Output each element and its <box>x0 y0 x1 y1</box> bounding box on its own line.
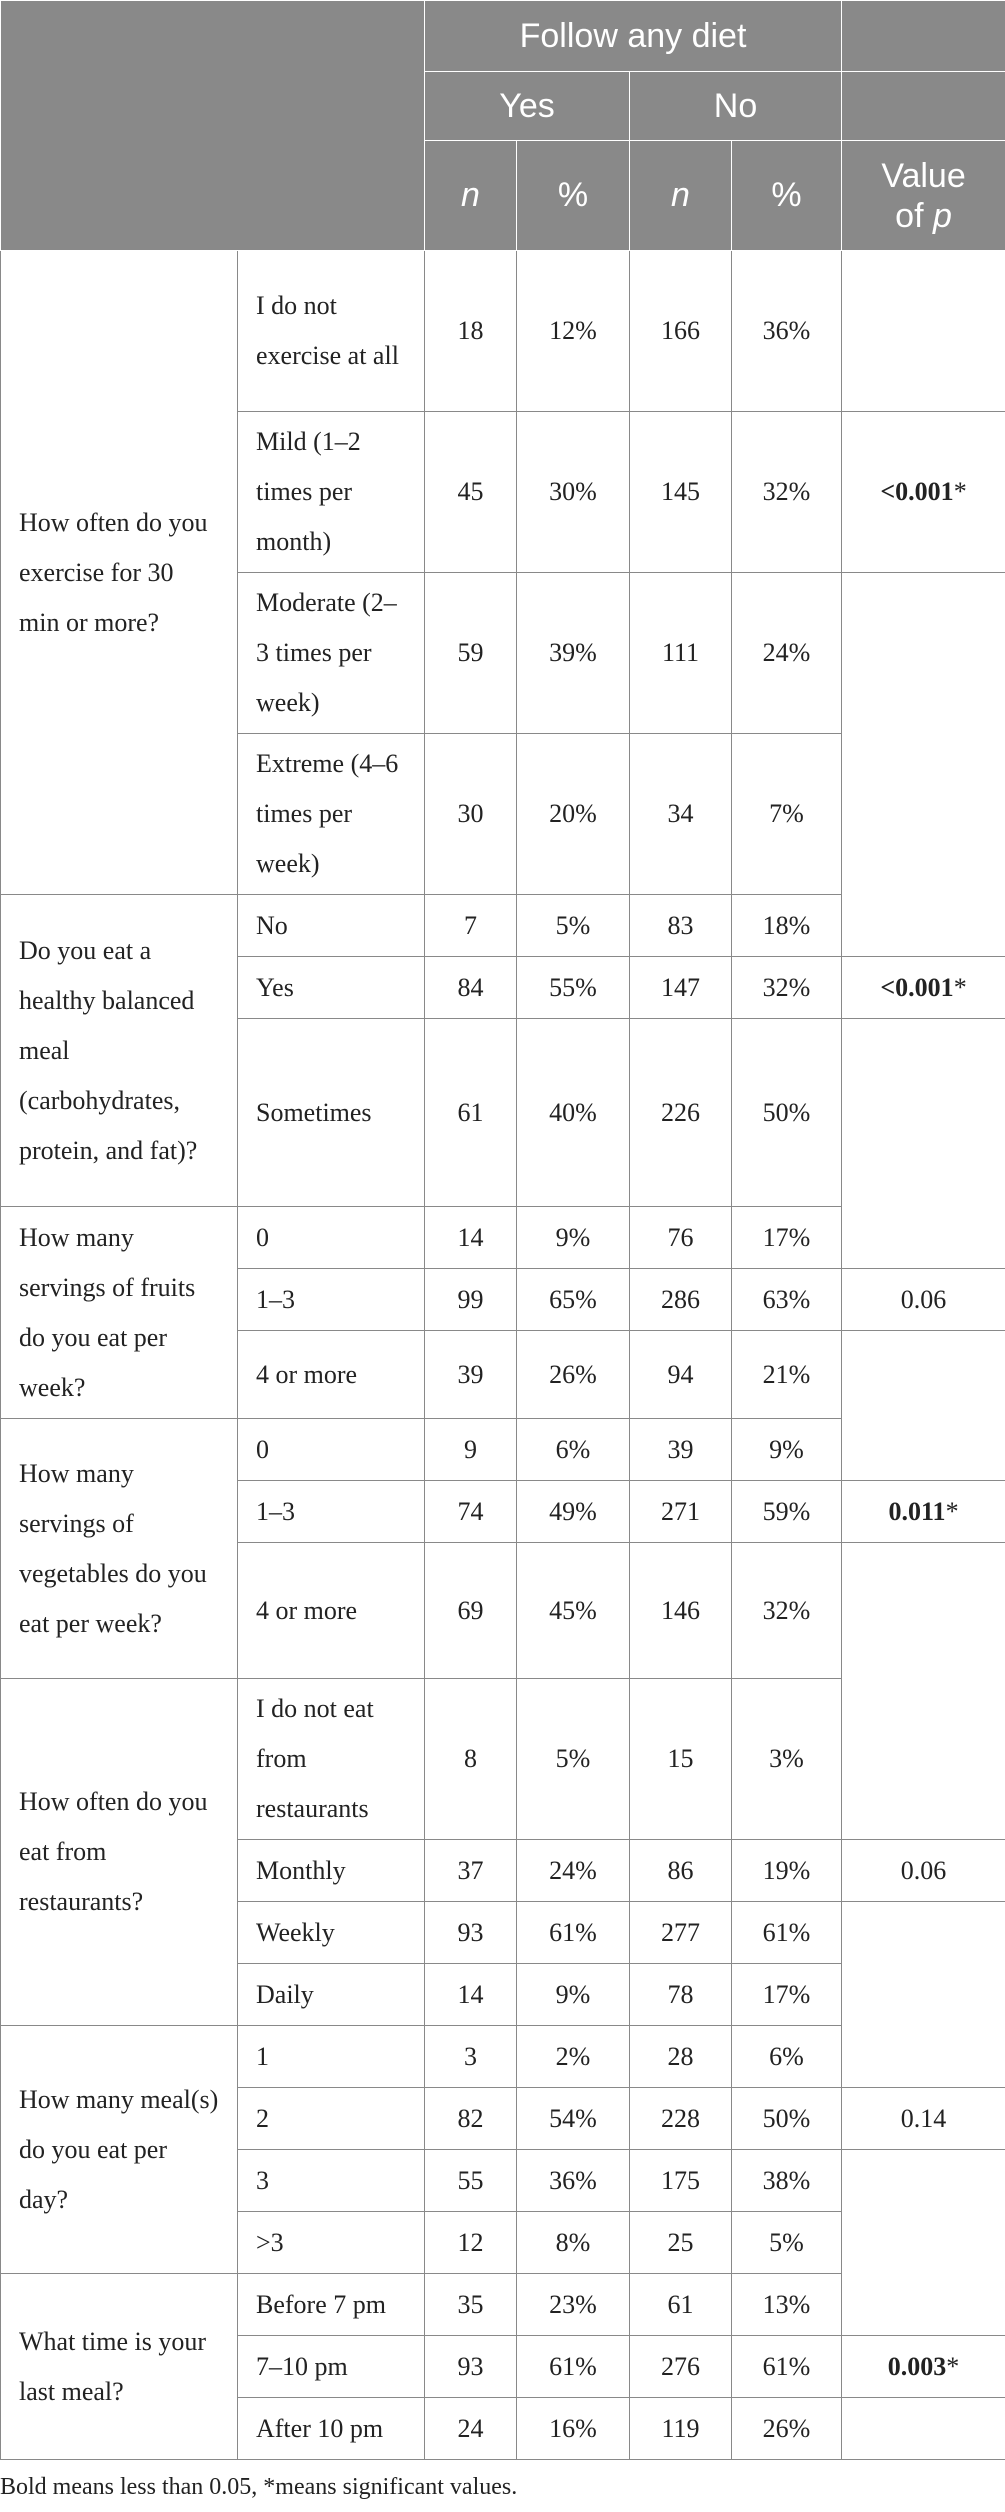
yes-pct-cell: 8% <box>517 2212 630 2274</box>
question-cell: How often do you eat from restaurants? <box>1 1679 238 2026</box>
answer-cell: Sometimes <box>238 1019 425 1207</box>
no-n-cell: 86 <box>630 1840 732 1902</box>
p-value-blank-cell <box>842 1902 1005 2088</box>
significance-star: * <box>953 477 967 506</box>
no-pct-cell: 50% <box>732 2088 842 2150</box>
yes-pct-cell: 20% <box>517 734 630 895</box>
no-n-cell: 277 <box>630 1902 732 1964</box>
yes-n-cell: 9 <box>425 1419 517 1481</box>
no-pct-cell: 7% <box>732 734 842 895</box>
yes-pct-cell: 26% <box>517 1331 630 1419</box>
answer-cell: 1 <box>238 2026 425 2088</box>
no-pct-cell: 32% <box>732 412 842 573</box>
answer-cell: Moderate (2–3 times per week) <box>238 573 425 734</box>
p-value-cell <box>842 2336 1005 2398</box>
answer-cell: >3 <box>238 2212 425 2274</box>
answer-cell: 0 <box>238 1207 425 1269</box>
answer-cell: Weekly <box>238 1902 425 1964</box>
p-value-text: 0.14 <box>900 2103 947 2133</box>
no-pct-cell: 24% <box>732 573 842 734</box>
yes-n-cell: 93 <box>425 1902 517 1964</box>
p-value-blank-cell <box>842 573 1005 957</box>
yes-n-cell: 69 <box>425 1543 517 1679</box>
no-n-cell: 286 <box>630 1269 732 1331</box>
yes-n-cell: 55 <box>425 2150 517 2212</box>
no-pct-cell: 32% <box>732 1543 842 1679</box>
header-yes-pct: % <box>517 141 630 251</box>
p-value-text: 0.06 <box>900 1284 947 1314</box>
yes-n-cell: 82 <box>425 2088 517 2150</box>
no-pct-cell: 18% <box>732 895 842 957</box>
answer-cell: Extreme (4–6 times per week) <box>238 734 425 895</box>
yes-pct-cell: 5% <box>517 895 630 957</box>
yes-pct-cell: 61% <box>517 2336 630 2398</box>
yes-pct-cell: 6% <box>517 1419 630 1481</box>
no-n-cell: 94 <box>630 1331 732 1419</box>
yes-n-cell: 61 <box>425 1019 517 1207</box>
answer-cell: 7–10 pm <box>238 2336 425 2398</box>
answer-cell: Monthly <box>238 1840 425 1902</box>
no-n-cell: 226 <box>630 1019 732 1207</box>
no-pct-cell: 32% <box>732 957 842 1019</box>
yes-pct-cell: 16% <box>517 2398 630 2460</box>
yes-pct-cell: 54% <box>517 2088 630 2150</box>
p-value-blank-cell <box>842 1019 1005 1269</box>
no-n-cell: 76 <box>630 1207 732 1269</box>
question-cell: How often do you exercise for 30 min or more? <box>1 251 238 895</box>
yes-pct-cell: 45% <box>517 1543 630 1679</box>
answer-cell: 4 or more <box>238 1331 425 1419</box>
header-blank-right <box>842 1 1005 72</box>
no-n-cell: 111 <box>630 573 732 734</box>
no-pct-cell: 13% <box>732 2274 842 2336</box>
yes-pct-cell: 5% <box>517 1679 630 1840</box>
no-pct-cell: 59% <box>732 1481 842 1543</box>
yes-pct-cell: 2% <box>517 2026 630 2088</box>
answer-cell: No <box>238 895 425 957</box>
yes-n-cell: 74 <box>425 1481 517 1543</box>
p-value-blank-cell <box>842 1331 1005 1481</box>
yes-pct-cell: 40% <box>517 1019 630 1207</box>
no-n-cell: 146 <box>630 1543 732 1679</box>
yes-n-cell: 45 <box>425 412 517 573</box>
no-pct-cell: 3% <box>732 1679 842 1840</box>
no-n-cell: 228 <box>630 2088 732 2150</box>
question-cell: What time is your last meal? <box>1 2274 238 2460</box>
yes-pct-cell: 12% <box>517 251 630 412</box>
yes-n-cell: 18 <box>425 251 517 412</box>
answer-cell: 3 <box>238 2150 425 2212</box>
no-pct-cell: 50% <box>732 1019 842 1207</box>
p-value-blank-cell <box>842 1543 1005 1840</box>
yes-pct-cell: 49% <box>517 1481 630 1543</box>
answer-cell: I do not eat from restaurants <box>238 1679 425 1840</box>
yes-n-cell: 35 <box>425 2274 517 2336</box>
no-pct-cell: 6% <box>732 2026 842 2088</box>
yes-pct-cell: 23% <box>517 2274 630 2336</box>
yes-n-cell: 24 <box>425 2398 517 2460</box>
no-pct-cell: 36% <box>732 251 842 412</box>
yes-n-cell: 37 <box>425 1840 517 1902</box>
no-n-cell: 145 <box>630 412 732 573</box>
yes-n-cell: 14 <box>425 1964 517 2026</box>
no-pct-cell: 63% <box>732 1269 842 1331</box>
yes-n-cell: 99 <box>425 1269 517 1331</box>
header-p-value-italic: p <box>932 196 952 235</box>
no-pct-cell: 17% <box>732 1964 842 2026</box>
question-cell: Do you eat a healthy balanced meal (carbohydrates, protein, and fat)? <box>1 895 238 1207</box>
yes-pct-cell: 30% <box>517 412 630 573</box>
answer-cell: Mild (1–2 times per month) <box>238 412 425 573</box>
answer-cell: 1–3 <box>238 1269 425 1331</box>
yes-n-cell: 84 <box>425 957 517 1019</box>
answer-cell: I do not exercise at all <box>238 251 425 412</box>
yes-pct-cell: 9% <box>517 1207 630 1269</box>
no-n-cell: 78 <box>630 1964 732 2026</box>
no-n-cell: 119 <box>630 2398 732 2460</box>
no-n-cell: 166 <box>630 251 732 412</box>
no-pct-cell: 19% <box>732 1840 842 1902</box>
yes-n-cell: 30 <box>425 734 517 895</box>
yes-n-cell: 14 <box>425 1207 517 1269</box>
yes-pct-cell: 65% <box>517 1269 630 1331</box>
header-no: No <box>630 72 842 141</box>
yes-n-cell: 12 <box>425 2212 517 2274</box>
significance-star: * <box>946 2351 960 2381</box>
no-n-cell: 25 <box>630 2212 732 2274</box>
header-p-value-line1: Value <box>881 156 966 195</box>
answer-cell: 0 <box>238 1419 425 1481</box>
no-pct-cell: 38% <box>732 2150 842 2212</box>
question-cell: How many servings of fruits do you eat per week? <box>1 1207 238 1419</box>
yes-pct-cell: 36% <box>517 2150 630 2212</box>
p-value-cell <box>842 412 1005 573</box>
answer-cell: Daily <box>238 1964 425 2026</box>
no-n-cell: 271 <box>630 1481 732 1543</box>
p-value-text: 0.003 <box>887 2351 947 2381</box>
table-header <box>1 1 1005 251</box>
p-value-text: 0.06 <box>900 1855 947 1885</box>
header-no-pct: % <box>732 141 842 251</box>
header-yes-n: n <box>425 141 517 251</box>
header-p-value <box>842 141 1005 251</box>
no-n-cell: 34 <box>630 734 732 895</box>
p-value-blank-cell <box>842 2398 1005 2460</box>
no-pct-cell: 61% <box>732 2336 842 2398</box>
no-n-cell: 175 <box>630 2150 732 2212</box>
question-cell: How many servings of vegetables do you eat per week? <box>1 1419 238 1679</box>
no-n-cell: 276 <box>630 2336 732 2398</box>
p-value-text: <0.001 <box>880 972 954 1002</box>
yes-pct-cell: 39% <box>517 573 630 734</box>
p-value-blank-cell <box>842 2150 1005 2336</box>
no-n-cell: 15 <box>630 1679 732 1840</box>
significance-star: * <box>945 1496 959 1526</box>
answer-cell: 1–3 <box>238 1481 425 1543</box>
p-value-cell <box>842 1269 1005 1331</box>
yes-n-cell: 8 <box>425 1679 517 1840</box>
no-n-cell: 39 <box>630 1419 732 1481</box>
no-pct-cell: 21% <box>732 1331 842 1419</box>
no-pct-cell: 17% <box>732 1207 842 1269</box>
question-cell: How many meal(s) do you eat per day? <box>1 2026 238 2274</box>
yes-n-cell: 3 <box>425 2026 517 2088</box>
no-n-cell: 83 <box>630 895 732 957</box>
p-value-blank-cell <box>842 251 1005 412</box>
significance-star: * <box>953 972 967 1002</box>
no-n-cell: 61 <box>630 2274 732 2336</box>
header-yes: Yes <box>425 72 630 141</box>
p-value-cell <box>842 957 1005 1019</box>
yes-pct-cell: 55% <box>517 957 630 1019</box>
answer-cell: Before 7 pm <box>238 2274 425 2336</box>
no-n-cell: 147 <box>630 957 732 1019</box>
answer-cell: Yes <box>238 957 425 1019</box>
no-pct-cell: 26% <box>732 2398 842 2460</box>
header-follow-any-diet: Follow any diet <box>425 1 842 72</box>
yes-pct-cell: 24% <box>517 1840 630 1902</box>
yes-n-cell: 7 <box>425 895 517 957</box>
p-value-cell <box>842 2088 1005 2150</box>
p-value-text: <0.001 <box>880 477 954 506</box>
answer-cell: 2 <box>238 2088 425 2150</box>
p-value-cell <box>842 1481 1005 1543</box>
yes-n-cell: 39 <box>425 1331 517 1419</box>
yes-pct-cell: 61% <box>517 1902 630 1964</box>
yes-pct-cell: 9% <box>517 1964 630 2026</box>
answer-cell: 4 or more <box>238 1543 425 1679</box>
table-footnote: Bold means less than 0.05, *means significant values. <box>0 2474 518 2500</box>
answer-cell: After 10 pm <box>238 2398 425 2460</box>
no-pct-cell: 9% <box>732 1419 842 1481</box>
header-no-n: n <box>630 141 732 251</box>
no-pct-cell: 61% <box>732 1902 842 1964</box>
header-p-value-prefix: of <box>895 196 933 235</box>
table-body <box>1 251 1005 2460</box>
header-blank <box>1 1 425 251</box>
yes-n-cell: 59 <box>425 573 517 734</box>
no-n-cell: 28 <box>630 2026 732 2088</box>
header-blank-right-2 <box>842 72 1005 141</box>
p-value-text: 0.011 <box>888 1496 946 1526</box>
p-value-cell <box>842 1840 1005 1902</box>
table-row <box>1 251 1005 412</box>
no-pct-cell: 5% <box>732 2212 842 2274</box>
yes-n-cell: 93 <box>425 2336 517 2398</box>
